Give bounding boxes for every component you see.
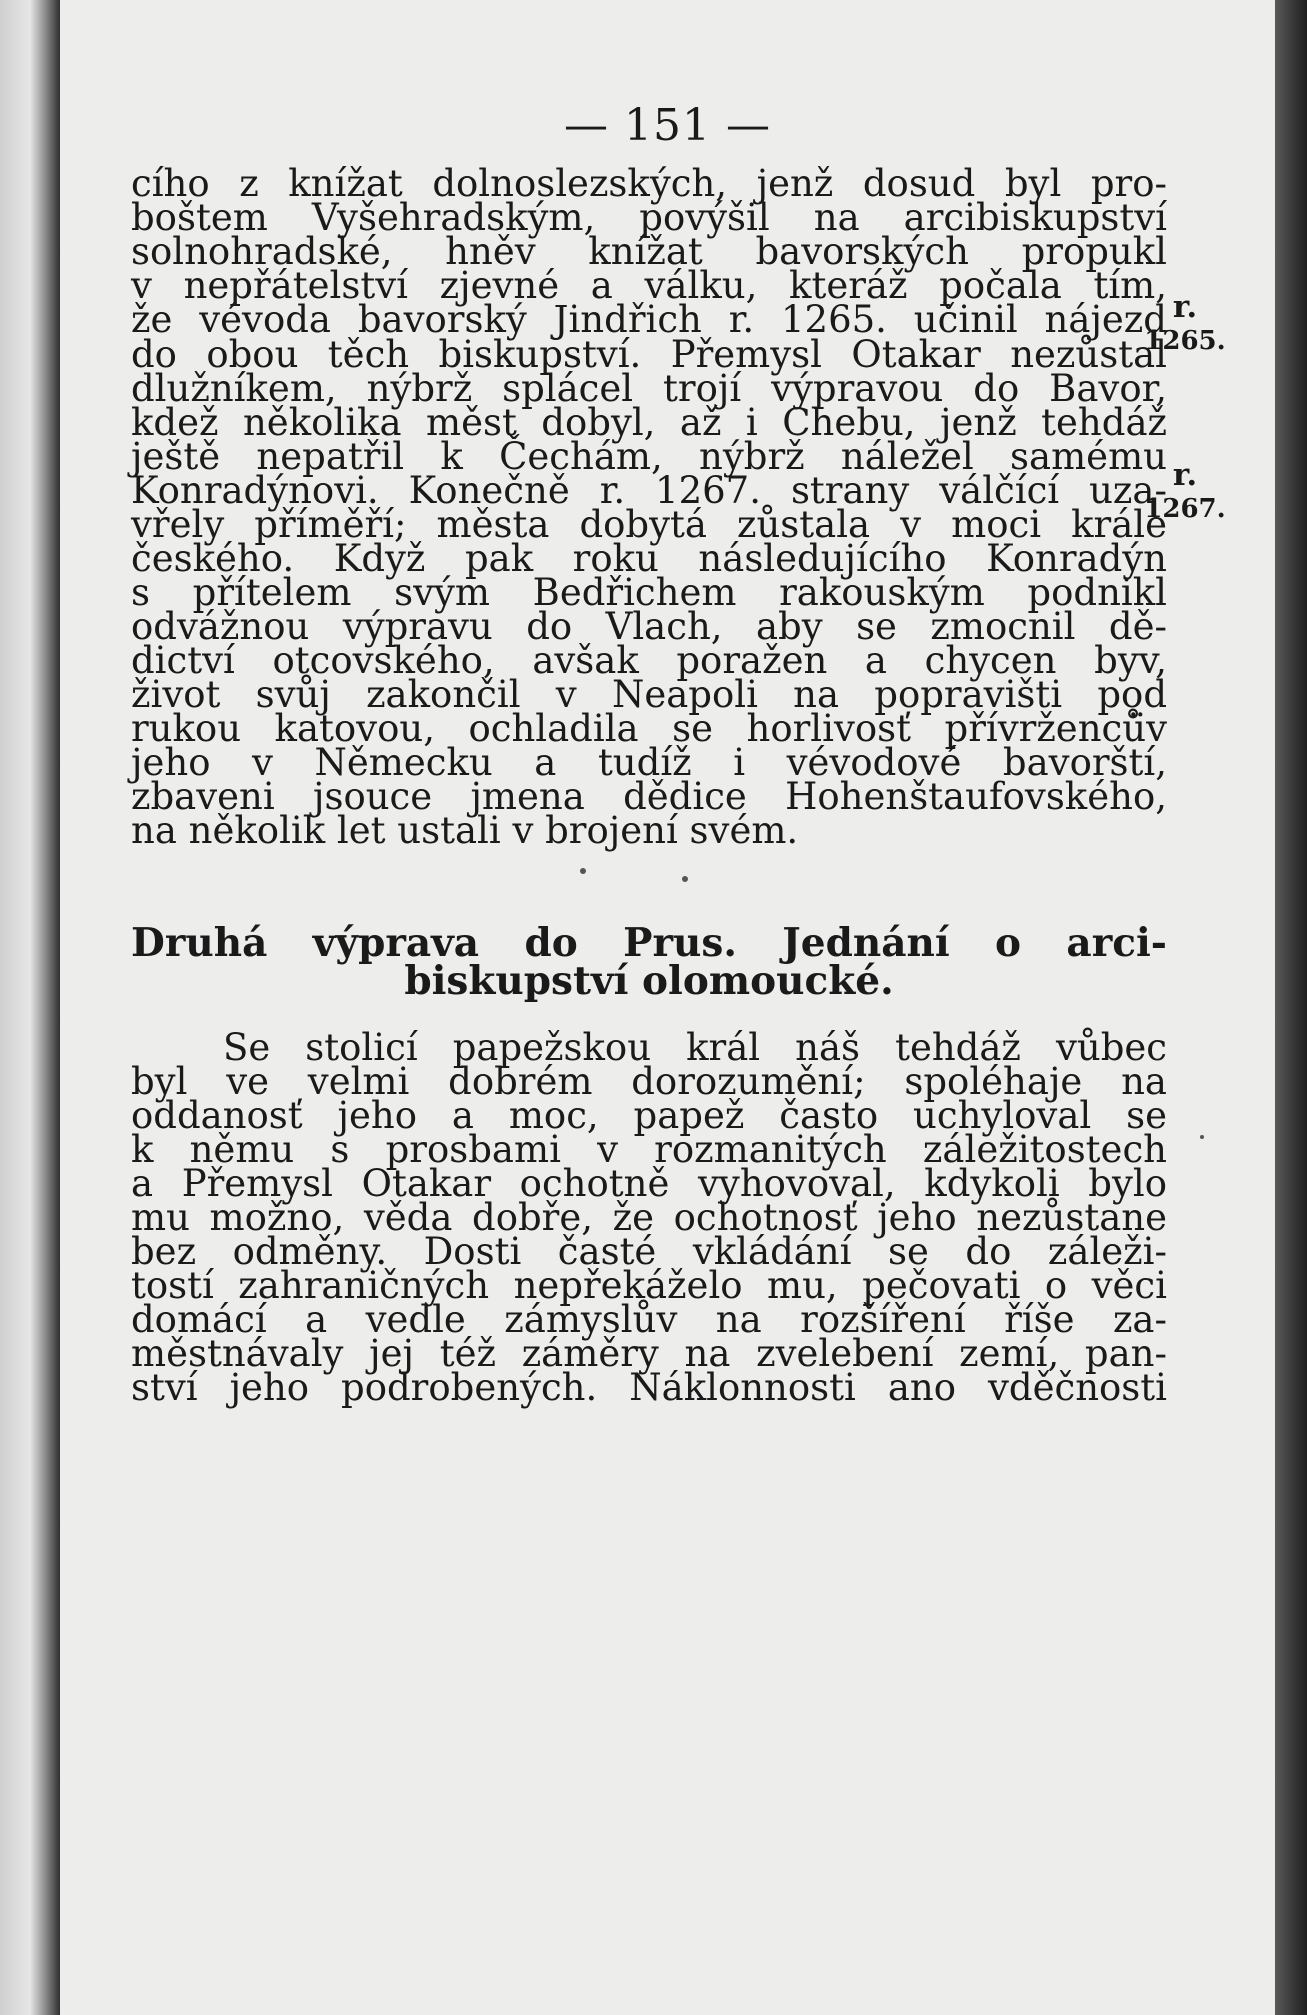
text-line: mu možno, věda dobře, že ochotnosť jeho nezůstane [131,1196,1167,1239]
margin-note [1125,458,1245,526]
text-line: oddanosť jeho a moc, papež často uchyloval se [131,1094,1167,1137]
text-line: cího z knížat dolnoslezských, jenž dosud byl pro- [131,162,1167,205]
text-line: zbaveni jsouce jmena dědice Hohenštaufovského, [131,775,1167,818]
text-line: a Přemysl Otakar ochotně vyhovoval, kdykoli bylo [131,1162,1167,1205]
text-line: do obou těch biskupství. Přemysl Otakar nezůstal [131,333,1167,376]
text-line: dictví otcovského, avšak poražen a chycen byv, [131,639,1167,682]
text-line: Konradýnovi. Konečně r. 1267. strany válčící uza- [131,469,1167,512]
scan-speck [1200,1135,1204,1139]
text-line: městnávaly jej též záměry na zvelebení zemí, pan- [131,1332,1167,1375]
margin-note-year: 1265. [1144,326,1226,356]
section-heading: biskupství olomoucké. [404,958,894,1004]
text-line: kdež několika měst dobyl, až i Chebu, jenž tehdáž [131,401,1167,444]
text-line: že vévoda bavorský Jindřich r. 1265. učinil nájezd [131,298,1167,341]
text-line: solnohradské, hněv knížat bavorských propukl [131,230,1167,273]
text-line: ství jeho podrobených. Náklonnosti ano vděčnosti [131,1366,1167,1409]
scan-speck [682,876,688,882]
text-line: rukou katovou, ochladila se horlivosť přívrženců̈v [131,707,1167,750]
text-line: českého. Když pak roku následujícího Konradýn [131,537,1167,580]
margin-note-prefix: r. [1172,457,1198,493]
margin-note-prefix: r. [1172,289,1198,325]
text-line: Se stolicí papežskou král náš tehdáž vůbec [223,1026,1167,1069]
text-line: vřely příměří; města dobytá zůstala v moci krále [131,503,1167,546]
section-heading: Druhá výprava do Prus. Jednání o arci- [131,920,1167,966]
text-line: jeho v Německu a tudíž i vévodové bavorští, [131,741,1167,784]
margin-note [1125,290,1245,358]
text-line: na několik let ustali v brojení svém. [131,809,799,852]
text-line: byl ve velmi dobrém dorozumění; spoléhaje na [131,1060,1167,1103]
text-line: v nepřátelství zjevné a válku, kteráž počala tím, [131,264,1167,307]
text-line: odvážnou výpravu do Vlach, aby se zmocnil dě- [131,605,1167,648]
margin-note-year: 1267. [1144,494,1226,524]
scan-speck [580,868,586,874]
page-number: — 151 — [564,100,771,151]
text-line: tostí zahraničných nepřekáželo mu, pečovati o věci [131,1264,1167,1307]
text-line: bez odměny. Dosti časté vkládání se do záleži- [131,1230,1167,1273]
text-line: dlužníkem, nýbrž splácel trojí výpravou do Bavor, [131,367,1167,410]
text-line: ještě nepatřil k Čechám, nýbrž náležel samému [131,435,1167,478]
page-right-shadow [1275,0,1307,2015]
text-line: s přítelem svým Bedřichem rakouským podnikl [131,571,1167,614]
text-line: k němu s prosbami v rozmanitých záležitostech [131,1128,1167,1171]
book-page [60,0,1275,2015]
text-line: boštem Vyšehradským, povýšil na arcibiskupství [131,196,1167,239]
text-line: domácí a vedle zámyslův na rozšíření říše za- [131,1298,1167,1341]
text-line: život svůj zakončil v Neapoli na popravišti pod [131,673,1167,716]
book-spine-edge [0,0,60,2015]
